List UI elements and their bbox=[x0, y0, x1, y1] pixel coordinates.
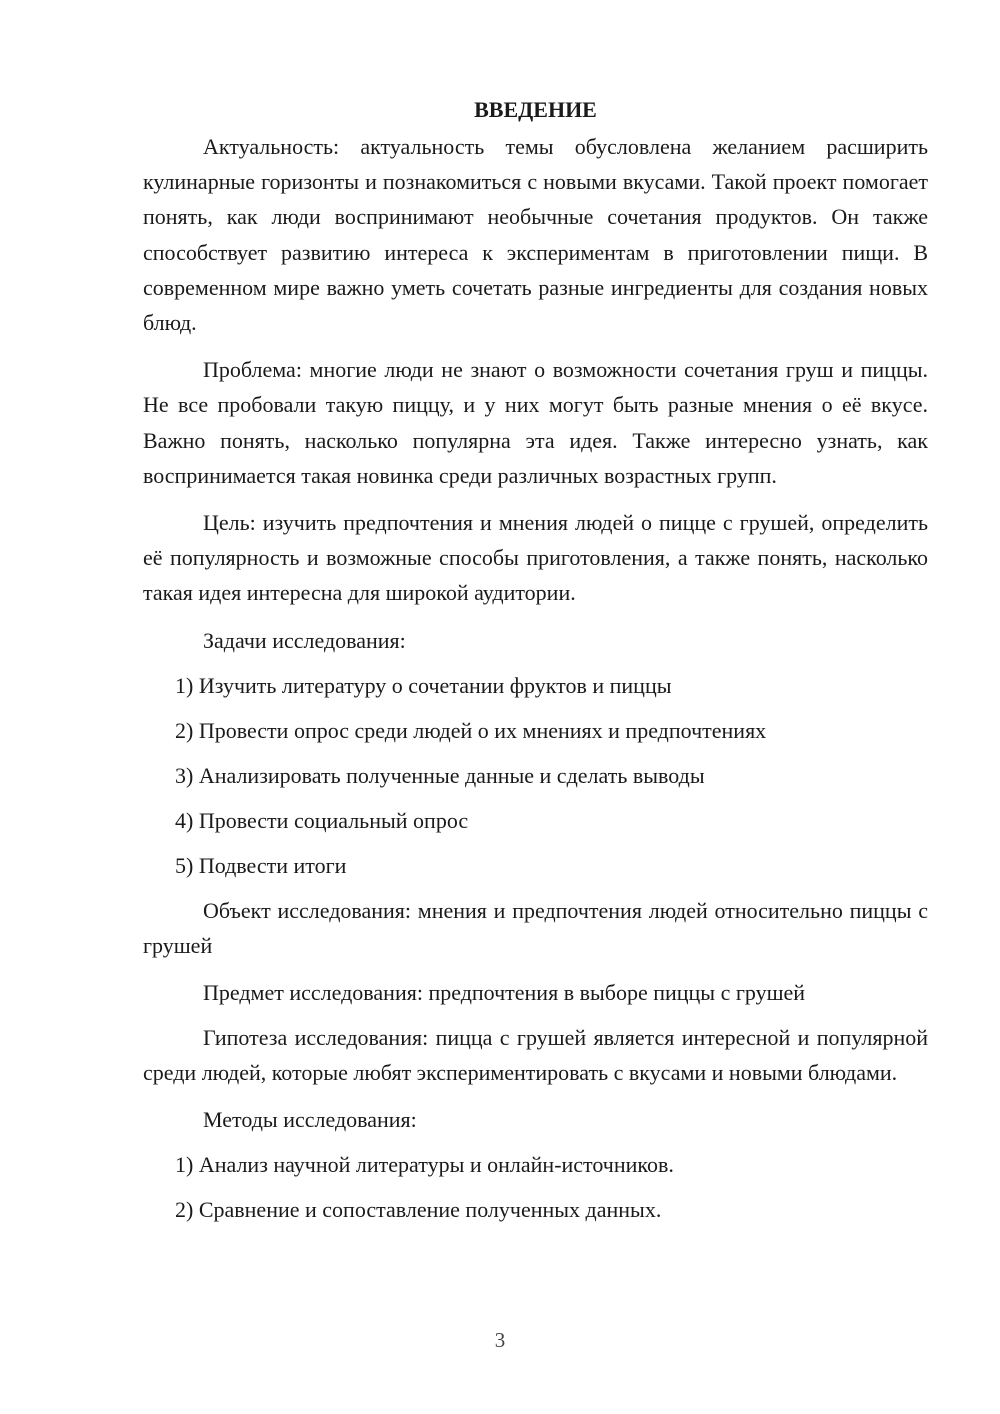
subject-paragraph: Предмет исследования: предпочтения в выборе пиццы с грушей bbox=[203, 980, 806, 1006]
problem-paragraph: Проблема: многие люди не знают о возможности сочетания груш и пиццы. Не все пробовали такую пиццу, и у них могут быть разные мнения о её вкусе. Важно понять, насколько популярна эта идея. Также интересно узнать, как воспринимается такая новинка среди различных возрастных групп. bbox=[143, 357, 928, 488]
methods-heading: Методы исследования: bbox=[203, 1107, 417, 1133]
hypothesis-paragraph: Гипотеза исследования: пицца с грушей является интересной и популярной среди людей, которые любят экспериментировать с вкусами и новыми блюдами. bbox=[143, 1025, 928, 1086]
section-title: ВВЕДЕНИЕ bbox=[474, 97, 597, 122]
methods-list bbox=[143, 1147, 928, 1227]
goal-paragraph: Цель: изучить предпочтения и мнения людей о пицце с грушей, определить её популярность и возможные способы приготовления, а также понять, насколько такая идея интересна для широкой аудитории. bbox=[143, 510, 928, 606]
document-page bbox=[143, 92, 928, 1237]
task-item: 1) Изучить литературу о сочетании фруктов и пиццы bbox=[175, 672, 672, 698]
method-item: 1) Анализ научной литературы и онлайн-источников. bbox=[175, 1152, 674, 1178]
task-item: 5) Подвести итоги bbox=[175, 852, 347, 878]
page-number: 3 bbox=[494, 1328, 506, 1352]
task-item: 3) Анализировать полученные данные и сделать выводы bbox=[175, 762, 705, 788]
tasks-list bbox=[143, 668, 928, 883]
task-item: 4) Провести социальный опрос bbox=[175, 807, 469, 833]
object-paragraph: Объект исследования: мнения и предпочтения людей относительно пиццы с грушей bbox=[143, 897, 928, 958]
method-item: 2) Сравнение и сопоставление полученных данных. bbox=[175, 1197, 662, 1223]
tasks-heading: Задачи исследования: bbox=[203, 627, 406, 653]
relevance-paragraph: Актуальность: актуальность темы обусловлена желанием расширить кулинарные горизонты и познакомиться с новыми вкусами. Такой проект помогает понять, как люди воспринимают необычные сочетания продуктов. Он также способствует развитию интереса к экспериментам в приготовлении пищи. В современном мире важно уметь сочетать разные ингредиенты для создания новых блюд. bbox=[143, 134, 928, 336]
task-item: 2) Провести опрос среди людей о их мнениях и предпочтениях bbox=[175, 717, 767, 743]
